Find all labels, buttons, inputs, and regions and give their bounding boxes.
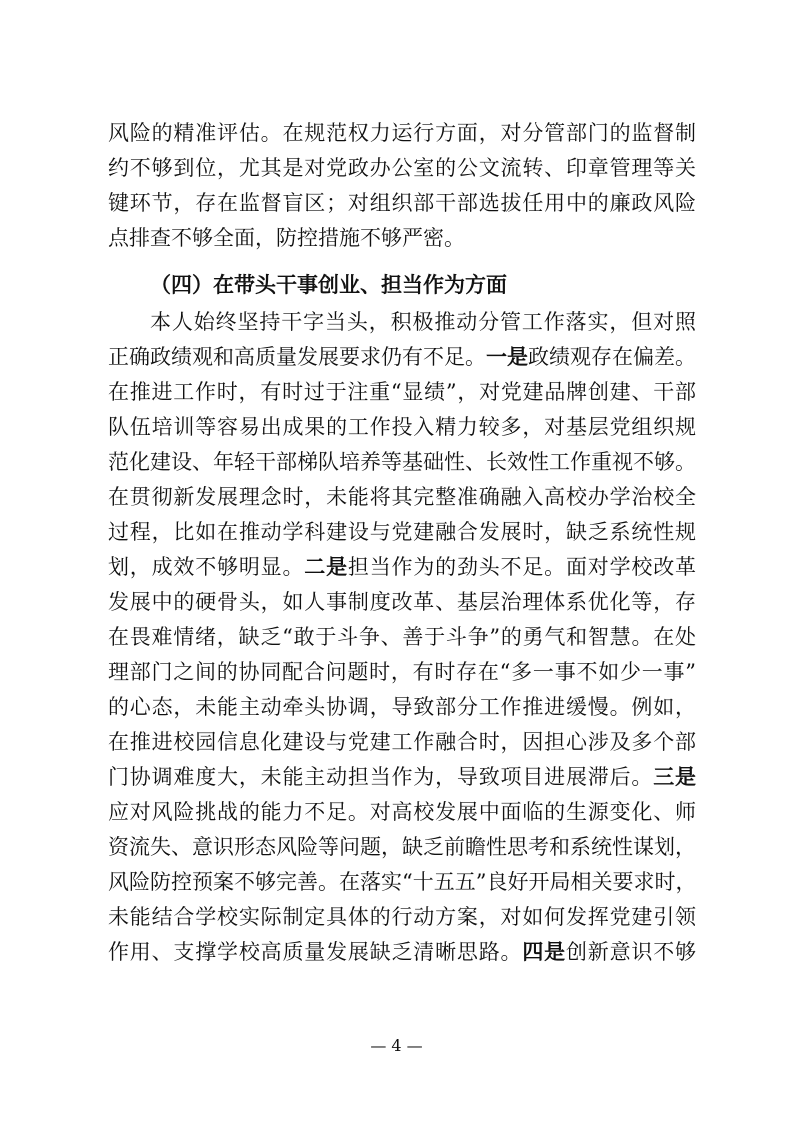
section-heading: （四）在带头干事创业、担当作为方面 [150, 272, 507, 297]
text-run: 担当作为的劲头不足。面对学校改革 [347, 555, 696, 579]
body-text-line: 未能结合学校实际制定具体的行动方案，对如何发挥党建引领 [108, 905, 696, 929]
body-text-line: 约不够到位，尤其是对党政办公室的公文流转、印章管理等关 [108, 156, 696, 180]
body-text-line: 风险防控预案不够完善。在落实“十五五”良好开局相关要求时， [108, 870, 696, 894]
text-run: 政绩观存在偏差。 [528, 345, 696, 369]
body-text-line: 的心态，未能主动牵头协调，导致部分工作推进缓慢。例如， [108, 695, 696, 719]
text-run: 创新意识不够 [565, 940, 696, 964]
body-text-line: 本人始终坚持干字当头，积极推动分管工作落实，但对照 [150, 310, 696, 334]
text-run: 划，成效不够明显。 [108, 555, 305, 579]
body-text-line: 范化建设、年轻干部梯队培养等基础性、长效性工作重视不够。 [108, 450, 696, 474]
body-text-line: 键环节，存在监督盲区；对组织部干部选拔任用中的廉政风险 [108, 191, 696, 215]
body-text-line: 风险的精准评估。在规范权力运行方面，对分管部门的监督制 [108, 121, 696, 145]
body-text-line: 过程，比如在推动学科建设与党建融合发展时，缺乏系统性规 [108, 520, 696, 544]
body-text-line: 发展中的硬骨头，如人事制度改革、基层治理体系优化等，存 [108, 590, 696, 614]
bold-marker: 三是 [653, 764, 696, 789]
body-text-line: 在推进工作时，有时过于注重“显绩”，对党建品牌创建、干部 [108, 380, 696, 404]
body-text-line: 队伍培训等容易出成果的工作投入精力较多，对基层党组织规 [108, 415, 696, 439]
body-text-line: 在畏难情绪，缺乏“敢于斗争、善于斗争”的勇气和智慧。在处 [108, 625, 696, 649]
body-text-line: 理部门之间的协同配合问题时，有时存在“多一事不如少一事” [108, 660, 696, 684]
bold-marker: 二是 [304, 554, 348, 579]
body-text-line: 资流失、意识形态风险等问题，缺乏前瞻性思考和系统性谋划， [108, 835, 696, 859]
body-text-line: 在贯彻新发展理念时，未能将其完整准确融入高校办学治校全 [108, 485, 696, 509]
body-text-line [108, 340, 696, 374]
body-text-line [108, 550, 696, 584]
bold-marker: 一是 [486, 344, 528, 369]
body-text-line [108, 760, 696, 794]
text-run: 门协调难度大，未能主动担当作为，导致项目进展滞后。 [108, 765, 654, 789]
page-number: — 4 — [370, 1036, 423, 1055]
bold-marker: 四是 [522, 939, 566, 964]
body-text-line [108, 935, 696, 969]
text-run: 正确政绩观和高质量发展要求仍有不足。 [108, 345, 486, 369]
body-text-line: 在推进校园信息化建设与党建工作融合时，因担心涉及多个部 [108, 730, 696, 754]
text-run: 作用、支撑学校高质量发展缺乏清晰思路。 [108, 940, 523, 964]
body-text-line: 应对风险挑战的能力不足。对高校发展中面临的生源变化、师 [108, 800, 696, 824]
body-text-line: 点排查不够全面，防控措施不够严密。 [108, 226, 465, 250]
